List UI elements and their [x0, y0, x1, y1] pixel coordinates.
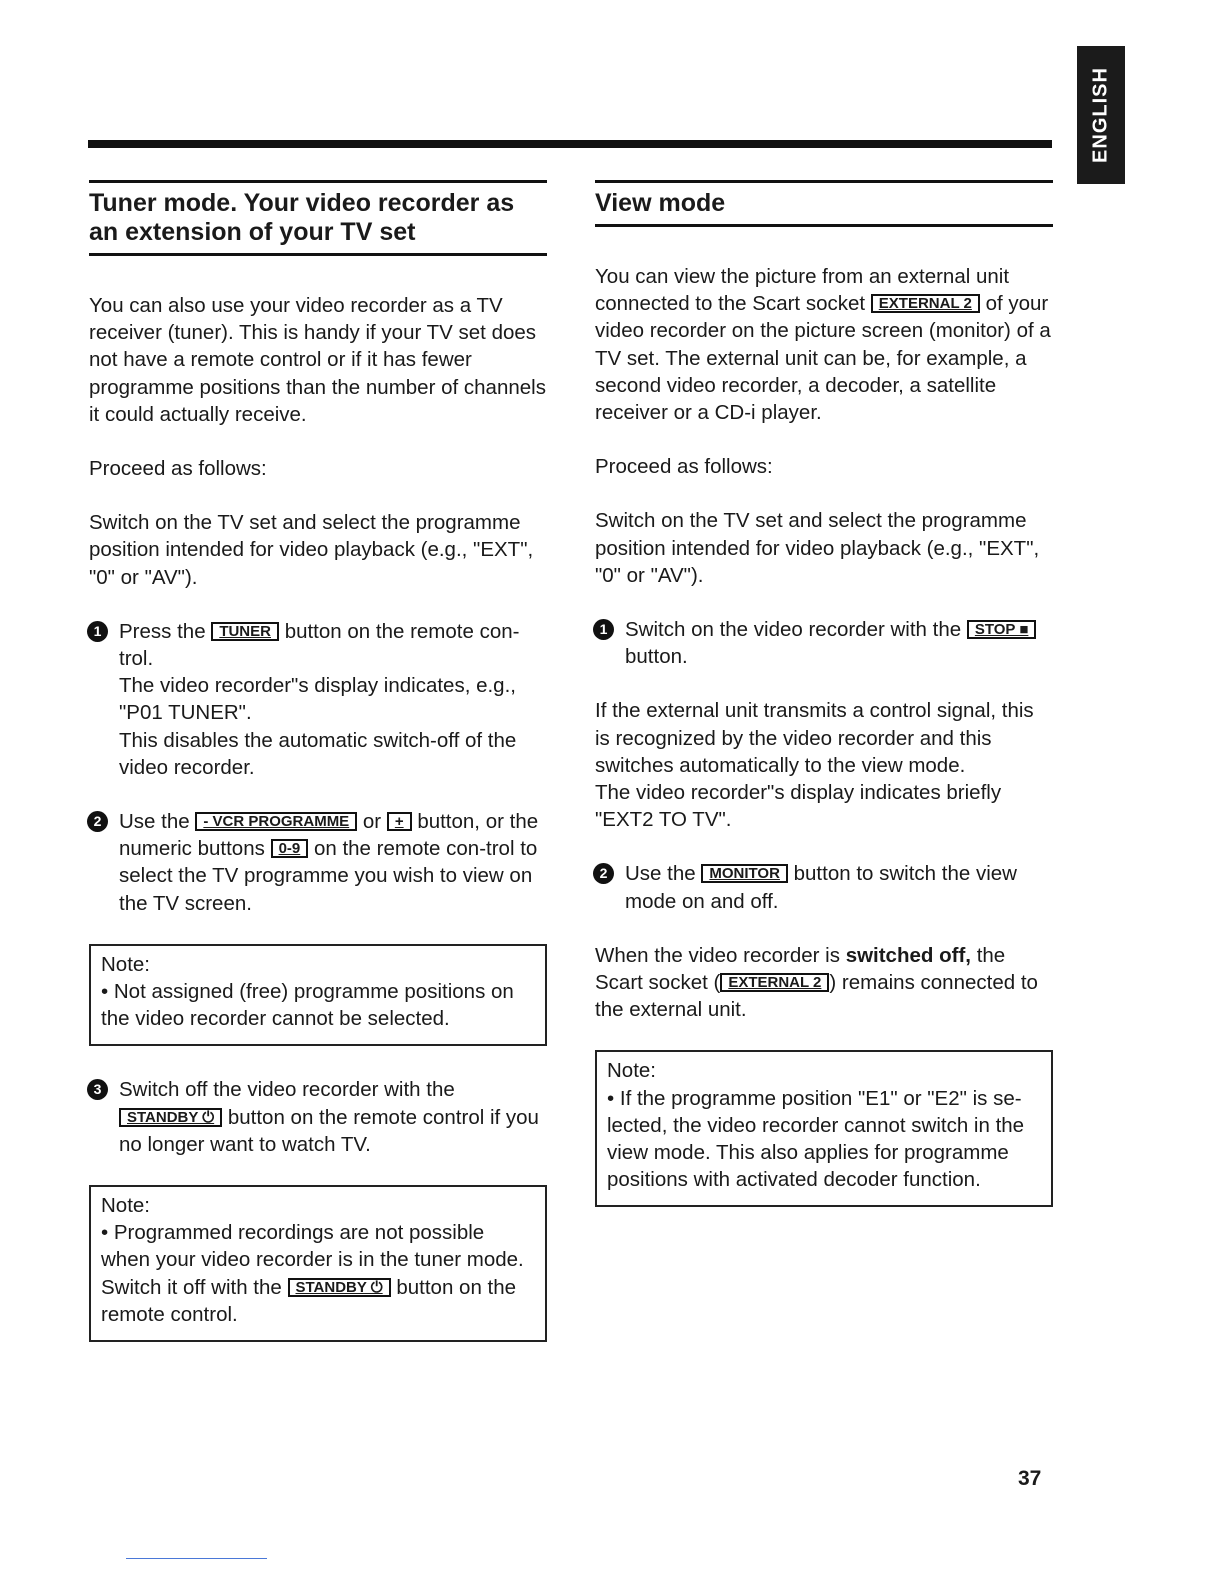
- step-1-pre: Press the: [119, 619, 206, 643]
- note-2-text-2: button on the remote control.: [101, 1275, 517, 1326]
- step-1-autoswitch: This disables the automatic switch-off of the video recorder.: [119, 728, 517, 779]
- view-intro: [595, 263, 1053, 426]
- view-step-2: [595, 860, 1053, 914]
- step-number-2-icon: 2: [87, 811, 108, 832]
- view-step-number-1-icon: 1: [593, 619, 614, 640]
- step-3-post: button on the remote control if you no longer want to watch TV.: [119, 1105, 539, 1156]
- view-note-title: Note:: [607, 1059, 656, 1083]
- note-1-title: Note:: [101, 952, 150, 976]
- view-note: [595, 1050, 1053, 1207]
- right-heading-block: [595, 180, 1053, 227]
- right-column: [595, 180, 1053, 1237]
- external-2-key: EXTERNAL 2: [871, 294, 980, 313]
- view-control-signal: If the external unit transmits a control signal, this is recognized by the video recorder and this switches automatically to the view mode.: [595, 699, 1034, 777]
- step-1-post: button on the remote con-trol.: [119, 619, 520, 671]
- view-step-1: [595, 616, 1053, 670]
- note-1-text: • Not assigned (free) programme positions on the video recorder cannot be selected.: [101, 980, 514, 1031]
- stop-key: STOP ■: [967, 620, 1037, 639]
- monitor-key: MONITOR: [701, 864, 788, 883]
- tuner-switch-on: Switch on the TV set and select the programme position intended for video playback (e.g., "EXT", "0" or "AV").: [89, 511, 534, 589]
- step-2-or: or: [362, 810, 382, 834]
- step-number-3-icon: 3: [87, 1079, 108, 1100]
- view-note-text: • If the programme position "E1" or "E2" is se-lected, the video recorder cannot switch in the view mode. This also applies for programme positions with activated decoder function.: [607, 1086, 1025, 1192]
- numeric-keys: 0-9: [271, 839, 309, 858]
- footer-line: [126, 1558, 267, 1559]
- plus-key: +: [387, 812, 412, 831]
- switched-off-mid: the Scart socket (: [595, 943, 1006, 995]
- view-step-number-2-icon: 2: [593, 863, 614, 884]
- left-heading-block: [89, 180, 547, 256]
- tuner-proceed: Proceed as follows:: [89, 457, 267, 481]
- vcr-programme-minus-key: - VCR PROGRAMME: [195, 812, 357, 831]
- step-3-pre: Switch off the video recorder with the: [119, 1078, 455, 1102]
- view-step-1-pre: Switch on the video recorder with the: [625, 618, 962, 642]
- view-switched-off: [595, 942, 1053, 1024]
- switched-off-bold: switched off,: [845, 943, 971, 967]
- note-2-body: [101, 1219, 535, 1328]
- tuner-key: TUNER: [211, 622, 279, 641]
- step-1-display: The video recorder"s display indicates, e.g., "P01 TUNER".: [119, 674, 516, 725]
- language-tab-label: ENGLISH: [1089, 67, 1112, 163]
- view-mode-heading: View mode: [595, 189, 726, 217]
- tuner-step-3: [89, 1076, 547, 1158]
- tuner-step-1: [89, 618, 547, 781]
- view-proceed: Proceed as follows:: [595, 455, 773, 479]
- view-switch-on: Switch on the TV set and select the programme position intended for video playback (e.g., "EXT", "0" or "AV").: [595, 509, 1040, 587]
- view-intro-1: You can view the picture from an external unit connected to the Scart socket: [595, 265, 1010, 316]
- view-display: The video recorder"s display indicates briefly "EXT2 TO TV".: [595, 781, 1002, 832]
- switched-off-external-2-key: EXTERNAL 2: [720, 973, 829, 992]
- step-2-mid: button, or the numeric buttons: [119, 810, 539, 861]
- view-intro-2: of your video recorder on the picture screen (monitor) of a TV set. The external unit can be, for example, a second video recorder, a decoder, a satellite receiver or a CD-i player.: [595, 292, 1051, 425]
- tuner-note-2: [89, 1185, 547, 1342]
- step-number-1-icon: 1: [87, 621, 108, 642]
- switched-off-post: ) remains connected to the external unit.: [595, 971, 1038, 1022]
- step-2-post: on the remote con-trol to select the TV programme you wish to view on the TV screen.: [119, 837, 538, 915]
- left-column: [89, 180, 547, 1372]
- note-standby-key: STANDBY ⏻: [288, 1278, 391, 1297]
- language-tab: [1077, 46, 1125, 184]
- top-rule: [88, 140, 1052, 148]
- view-step-1-post: button.: [625, 645, 688, 669]
- note-2-text-1: • Programmed recordings are not possible when your video recorder is in the tuner mode. Switch it off with the: [101, 1221, 524, 1299]
- view-step-2-post: button to switch the view mode on and off.: [625, 862, 1017, 913]
- tuner-mode-heading: Tuner mode. Your video recorder as an extension of your TV set: [89, 189, 515, 246]
- tuner-step-2: [89, 808, 547, 917]
- tuner-note-1: [89, 944, 547, 1047]
- switched-off-pre: When the video recorder is: [595, 943, 840, 967]
- note-2-title: Note:: [101, 1194, 150, 1218]
- step-2-pre: Use the: [119, 810, 190, 834]
- tuner-intro: You can also use your video recorder as a TV receiver (tuner). This is handy if your TV set does not have a remote control or if it has fewer programme positions than the number of channels it could actually receive.: [89, 294, 546, 426]
- view-step-2-pre: Use the: [625, 862, 696, 886]
- page-number: 37: [1018, 1467, 1042, 1490]
- standby-key: STANDBY ⏻: [119, 1108, 222, 1127]
